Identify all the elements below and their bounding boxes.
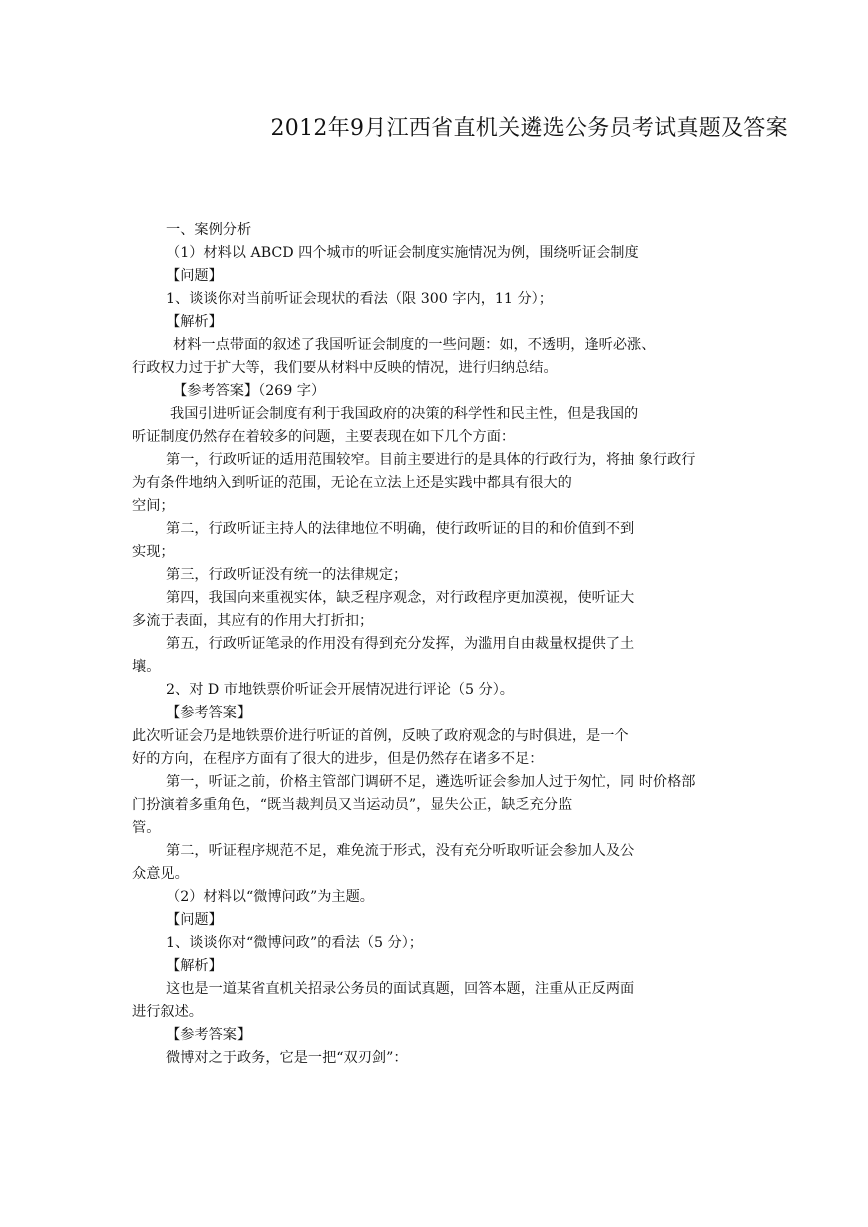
text-line: 门扮演着多重角色，“既当裁判员又当运动员”，显失公正，缺乏充分监 bbox=[132, 797, 573, 813]
text-line: 管。 bbox=[132, 820, 161, 836]
text-line: 众意见。 bbox=[132, 866, 189, 882]
text-line: 【参考答案】 bbox=[166, 1027, 252, 1043]
text-line: 1、谈谈你对当前听证会现状的看法（限 300 字内，11 分）； bbox=[166, 291, 553, 307]
text-line: 材料一点带面的叙述了我国听证会制度的一些问题：如，不透明，逢听必涨、 bbox=[173, 337, 656, 353]
text-line: 为有条件地纳入到听证的范围，无论在立法上还是实践中都具有很大的 bbox=[132, 475, 572, 491]
text-line: 第四，我国向来重视实体，缺乏程序观念，对行政程序更加漠视，使听证大 bbox=[166, 590, 635, 606]
text-line: 此次听证会乃是地铁票价进行听证的首例，反映了政府观念的与时俱进，是一个 bbox=[132, 728, 629, 744]
text-line: 一、案例分析 bbox=[166, 222, 252, 238]
text-line: 1、谈谈你对“微博问政”的看法（5 分）； bbox=[166, 935, 423, 951]
text-line: （1）材料以 ABCD 四个城市的听证会制度实施情况为例，围绕听证会制度 bbox=[166, 245, 639, 261]
text-line: 微博对之于政务，它是一把“双刃剑”： bbox=[166, 1050, 408, 1066]
text-line: （2）材料以“微博问政”为主题。 bbox=[166, 889, 374, 905]
text-line: 【解析】 bbox=[166, 958, 223, 974]
text-line: 这也是一道某省直机关招录公务员的面试真题，回答本题，注重从正反两面 bbox=[166, 981, 635, 997]
text-line: 我国引进听证会制度有利于我国政府的决策的科学性和民主性，但是我国的 bbox=[170, 406, 639, 422]
text-line: 听证制度仍然存在着较多的问题，主要表现在如下几个方面： bbox=[132, 429, 516, 445]
text-line: 【解析】 bbox=[166, 314, 223, 330]
text-line: 第三，行政听证没有统一的法律规定； bbox=[166, 567, 408, 583]
text-line: 【参考答案】（269 字） bbox=[173, 383, 326, 399]
text-line: 好的方向，在程序方面有了很大的进步，但是仍然存在诸多不足： bbox=[132, 751, 544, 767]
text-line: 进行叙述。 bbox=[132, 1004, 203, 1020]
text-line: 第二，听证程序规范不足，难免流于形式，没有充分听取听证会参加人及公 bbox=[166, 843, 635, 859]
text-line: 实现； bbox=[132, 544, 175, 560]
text-line: 【参考答案】 bbox=[166, 705, 252, 721]
text-line: 【问题】 bbox=[166, 268, 223, 284]
text-line: 【问题】 bbox=[166, 912, 223, 928]
text-line: 壤。 bbox=[132, 659, 161, 675]
text-line: 第五，行政听证笔录的作用没有得到充分发挥，为滥用自由裁量权提供了土 bbox=[166, 636, 635, 652]
text-line: 行政权力过于扩大等，我们要从材料中反映的情况，进行归纳总结。 bbox=[132, 360, 558, 376]
text-line: 空间； bbox=[132, 498, 175, 514]
text-line: 第一，听证之前，价格主管部门调研不足，遴选听证会参加人过于匆忙，同 时价格部 bbox=[166, 774, 696, 790]
document-title: 2012年9月江西省直机关遴选公务员考试真题及答案 bbox=[270, 116, 788, 141]
text-line: 第一，行政听证的适用范围较窄。目前主要进行的是具体的行政行为，将抽 象行政行 bbox=[166, 452, 696, 468]
text-line: 多流于表面，其应有的作用大打折扣； bbox=[132, 613, 374, 629]
text-line: 第二，行政听证主持人的法律地位不明确，使行政听证的目的和价值到不到 bbox=[166, 521, 635, 537]
text-line: 2、对 D 市地铁票价听证会开展情况进行评论（5 分）。 bbox=[166, 682, 514, 698]
